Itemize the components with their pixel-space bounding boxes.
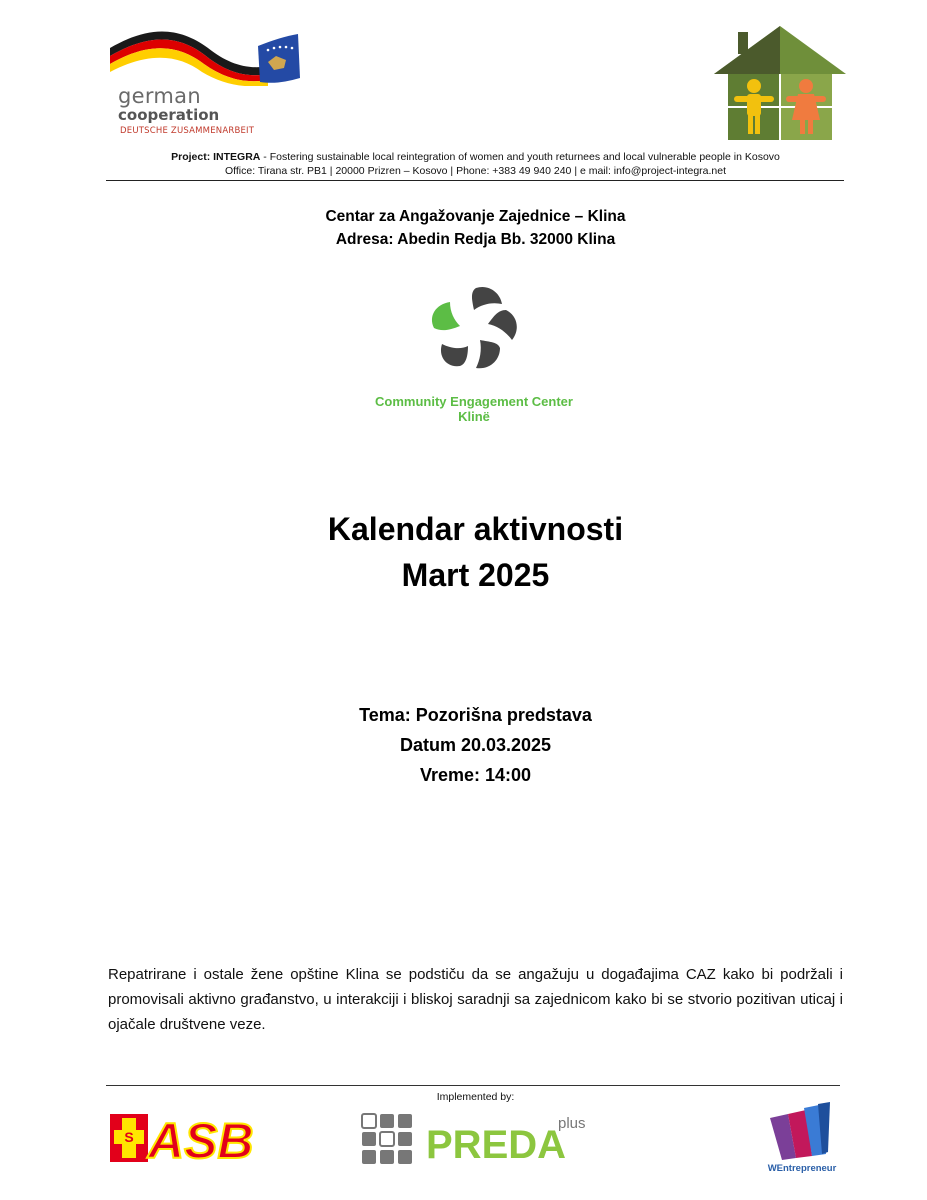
event-date: Datum 20.03.2025 <box>399 735 552 755</box>
preda-plus-text: plus <box>558 1115 586 1132</box>
gc-logo-word-deutsche: DEUTSCHE ZUSAMMENARBEIT <box>120 126 255 136</box>
cec-name-line2: Klinë <box>458 409 490 424</box>
integra-house-logo <box>712 24 848 142</box>
wentrepreneur-label: WEntrepreneur <box>767 1163 837 1174</box>
house-children-icon <box>712 24 848 142</box>
asb-cross-icon <box>108 1110 276 1166</box>
center-name: Centar za Angažovanje Zajednice – Klina <box>325 208 626 225</box>
body-paragraph: Repatrirane i ostale žene opštine Klina se podstiču da se angažuju u događajima CAZ kako bi podržali i promovisali aktivno građanstvo, u interakciji i bliskoj saradnji sa zajednicom kako bi se stvorio pozitivan uticaj i ojačale društvene veze. <box>108 966 843 1033</box>
asb-wordmark: ASB <box>148 1113 254 1166</box>
gc-logo-word-cooperation: cooperation <box>118 106 220 124</box>
calendar-title-line1: Kalendar aktivnosti <box>327 511 624 547</box>
implemented-by-label: Implemented by: <box>436 1091 515 1103</box>
project-description <box>108 150 843 164</box>
preda-grid-icon <box>360 1110 592 1170</box>
project-label: Project: INTEGRA <box>171 151 261 163</box>
footer-divider <box>106 1085 840 1086</box>
center-heading <box>108 205 843 251</box>
calendar-title-line2: Mart 2025 <box>401 557 550 593</box>
project-desc-text: - Fostering sustainable local reintegration of women and youth returnees and local vulnerable people in Kosovo <box>260 151 780 163</box>
office-contact-line: Office: Tirana str. PB1 | 20000 Prizren – Kosovo | Phone: +383 49 940 240 | e mail: info@project-integra.net <box>224 165 727 177</box>
asb-logo <box>108 1110 276 1166</box>
german-cooperation-logo <box>108 26 303 138</box>
cec-logo-mark <box>428 284 522 374</box>
cec-logo-name <box>300 394 648 424</box>
wentrepreneur-w-icon <box>760 1100 842 1166</box>
event-theme: Tema: Pozorišna predstava <box>359 705 592 725</box>
event-info <box>108 700 843 790</box>
calendar-title <box>108 506 843 598</box>
header-divider <box>106 180 844 181</box>
svg-text:S: S <box>124 1129 134 1145</box>
leaf-flower-icon <box>428 284 522 374</box>
gc-logo-word-german: german <box>118 84 201 108</box>
preda-plus-logo <box>360 1110 592 1170</box>
event-time: Vreme: 14:00 <box>419 765 532 785</box>
flag-ribbon-icon <box>108 26 303 86</box>
center-address: Adresa: Abedin Redja Bb. 32000 Klina <box>335 231 616 248</box>
cec-name-line1: Community Engagement Center <box>375 394 573 409</box>
preda-wordmark: PREDA <box>426 1123 567 1167</box>
